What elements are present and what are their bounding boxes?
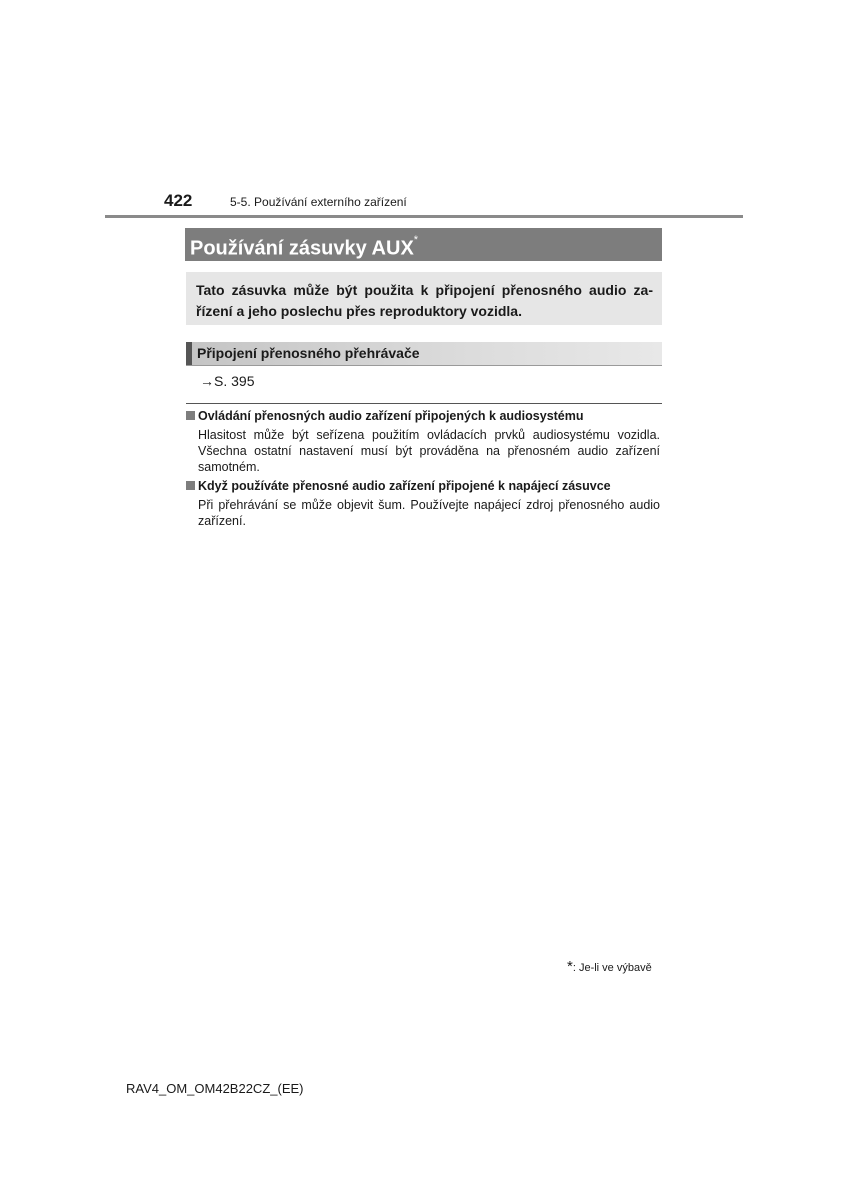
availability-marker: * [413, 234, 419, 246]
note-body: Při přehrávání se může objevit šum. Používejte napájecí zdroj přenosného audio zařízení. [198, 498, 660, 528]
subsection-heading [186, 342, 662, 366]
subsection-marker [186, 342, 192, 365]
note-heading [186, 479, 611, 493]
section-path: 5-5. Používání externího zařízení [230, 195, 407, 209]
note-heading-label: Když používáte přenosné audio zařízení připojené k napájecí zásuvce [198, 479, 611, 493]
footnote-marker: * [567, 958, 573, 975]
square-bullet-icon [186, 481, 195, 490]
page-title-text: Používání zásuvky AUX [190, 237, 414, 260]
intro-box: Tato zásuvka může být použita k připojení přenosného audio za-řízení a jeho poslechu přes reproduktory vozidla. [186, 272, 662, 325]
notes-rule [186, 403, 662, 404]
subsection-heading-label: Připojení přenosného přehrávače [197, 345, 420, 361]
footnote-text: : Je-li ve výbavě [572, 962, 652, 974]
square-bullet-icon [186, 411, 195, 420]
page-title [185, 228, 662, 261]
note-body: Hlasitost může být seřízena použitím ovládacích prvků audiosystému vozidla. Všechna ostatní nastavení musí být prováděna na přenosném audio zařízení samotném. [198, 428, 660, 474]
page-number: 422 [164, 191, 193, 210]
note-heading-label: Ovládání přenosných audio zařízení připojených k audiosystému [198, 409, 584, 423]
footnote [567, 958, 652, 975]
page-reference-link[interactable]: →S. 395 [200, 373, 255, 389]
header-rule [105, 215, 743, 218]
note-heading [186, 409, 584, 423]
document-code: RAV4_OM_OM42B22CZ_(EE) [126, 1081, 304, 1096]
